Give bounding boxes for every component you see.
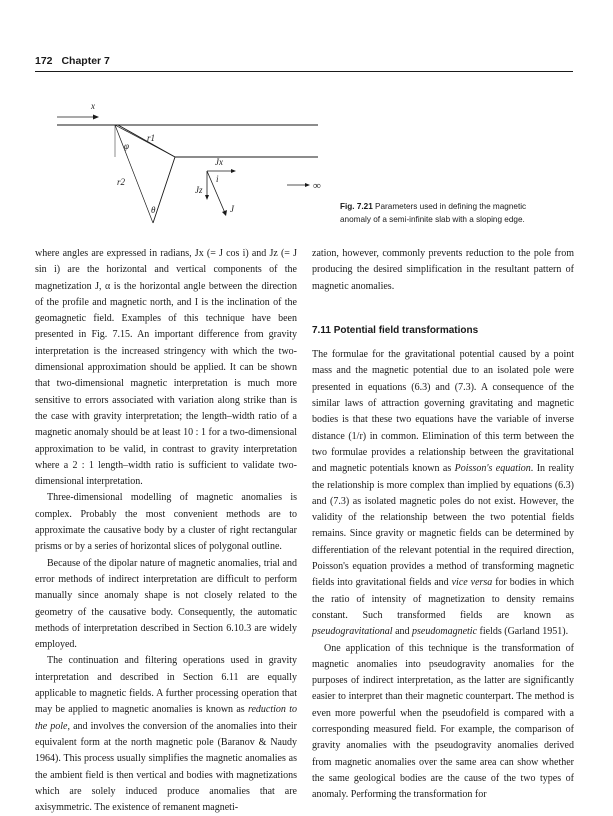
x-arrowhead [93,115,99,120]
right-para-2-e: fields (Garland 1951). [477,626,569,638]
header-rule [35,71,573,72]
label-i: i [216,174,219,184]
right-column [312,246,574,804]
vector-jx-head [231,169,236,173]
right-para-2-d: and [392,626,413,638]
left-para-4-b: , and involves the conversion of the anomalies into their equivalent form at the north magnetic pole (Baranov & Naudy 1964). This process usually simplifies the magnetic anomalies as the ambient field is then vertical and bodies with magnetizations which are solely induced produce anomalies that are axisymmetric. The existence of remanent magneti- [35,720,298,814]
right-para-2-b: . In reality the relationship is more complex than implied by equations (6.3) and (7.3) as isolated magnetic poles do not exist. However, the validity of the relationship between the two potential fields remains. Since gravity or magnetic fields can be determined by differentiation of the relevant potential in the required direction, Poisson's equation provides a method of transforming magnetic fields into gravitational fields and [312,463,575,589]
label-r1: r1 [147,133,156,143]
left-para-4-a: The continuation and filtering operations used in gravity interpretation and described in Section 6.11 are equally applicable to magnetic fields. A further processing operation that may be applied to magnetic anomalies is known as [35,655,297,716]
slab-sloping-edge [153,157,175,223]
left-para-1: where angles are expressed in radians, Jx (= J cos i) and Jz (= J sin i) are the horizontal and vertical components of the magnetization J, α is the horizontal angle between the direction of the profile and magnetic north, and I is the inclination of the geomagnetic field. Examples of this technique have been presented in Fig. 7.15. An important difference from gravity interpretation is the increased stringency with which the two-dimensional approximation should be applied. It can be shown that two-dimensional magnetic interpretation is much more sensitive to errors associated with variation along strike than is the case with gravity interpretation; the length–width ratio of a magnetic anomaly should be at least 10 : 1 for a two-dimensional approximation to be valid, in contrast to gravity interpretation where a 2 : 1 length–width ratio is sufficient to validate two-dimensional interpretation. [35,248,297,488]
right-para-2-c: for bodies in which the ratio of intensity of magnetization to density remains constant. Such transformed fields are known as [312,577,574,621]
left-column [35,246,297,816]
left-para-4-emphasis: reduction to the pole [35,704,297,732]
infinity-arrowhead [305,183,310,187]
left-para-3: Because of the dipolar nature of magnetic anomalies, trial and error methods of indirect interpretation are difficult to perform manually since anomaly shape is not closely related to the geometry of the causative body. Consequently, the automatic methods of interpretation described in Section 6.10.3 are widely employed. [35,557,297,651]
label-theta: θ [151,205,156,215]
caption-text-1: Parameters used in defining the magnetic [375,202,527,211]
right-para-2-a: The formulae for the gravitational potential caused by a point mass and the magnetic potential due to an isolated pole were presented in equations (6.3) and (7.3). A consequence of the similar laws of attraction governing gravitating and magnetic bodies is that these two equations have the variable of inverse distance (1/r) in common. Elimination of this term between the two formulae provides a relationship between the gravitational and magnetic potentials known as [312,349,574,475]
right-para-2-em2: vice versa [451,577,493,589]
caption-text-2: anomaly of a semi-infinite slab with a sloping edge. [340,215,525,224]
label-x: x [91,101,95,111]
right-para-2-em: Poisson's equation [454,463,531,475]
label-jx: Jx [215,157,223,167]
label-phi: φ [124,141,129,151]
right-para-2-em4: pseudomagnetic [412,626,478,638]
running-header [35,55,110,67]
figure-caption [340,200,575,226]
right-para-2-em3: pseudogravitational [312,626,393,638]
section-title: 7.11 Potential field transformations [312,324,479,336]
page-number: 172 [35,55,53,67]
label-infinity: ∞ [313,180,321,192]
label-r2: r2 [117,177,126,187]
figure-semi-infinite-slab [55,95,345,225]
right-para-3: One application of this technique is the transformation of magnetic anomalies into pseudogravity anomalies for the purposes of indirect interpretation, as the latter are significantly easier to interpret than their magnetic counterpart. The method is even more powerful when the pseudofield is compared with a corresponding measured field. For example, the comparison of gravity anomalies with the pseudogravity anomalies derived from magnetic anomalies over the same area can show whether the same geological bodies are the cause of the two types of anomaly. Performing the transformation for [312,642,574,801]
chapter-label: Chapter 7 [61,55,110,67]
right-para-1: zation, however, commonly prevents reduction to the pole from producing the desired simplification in the resultant pattern of magnetic anomalies. [312,248,574,292]
vector-jz-head [205,195,209,200]
left-para-4 [35,653,297,816]
caption-number: Fig. 7.21 [340,202,373,211]
label-j: J [230,204,234,214]
left-para-2: Three-dimensional modelling of magnetic anomalies is complex. Probably the most convenient methods are to approximate the causative body by a cluster of right rectangular prisms or by a series of horizontal slices of polygonal outline. [35,492,297,553]
right-para-2 [312,347,574,640]
label-jz: Jz [195,185,203,195]
